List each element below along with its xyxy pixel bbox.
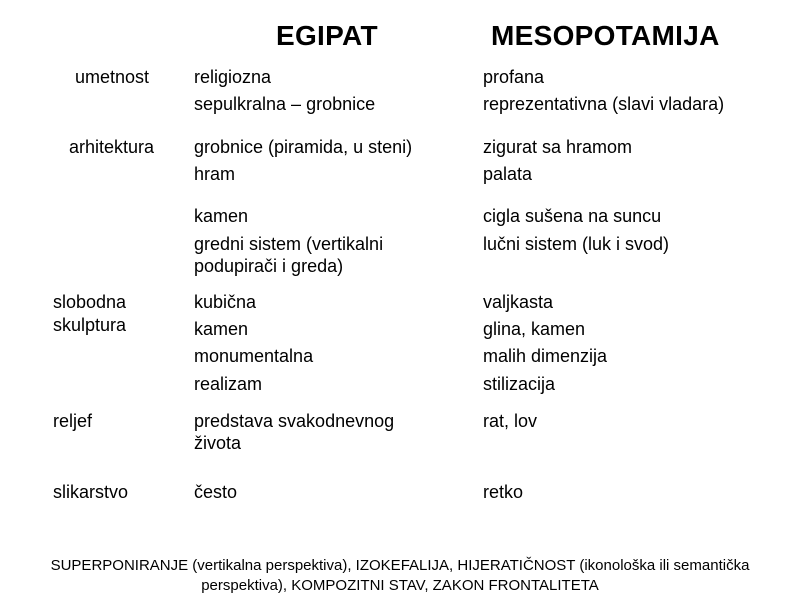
egipat-cell: gredni sistem (vertikalni [194,234,384,254]
egipat-cell: često [194,482,238,502]
egipat-cell: monumentalna [194,346,314,366]
category-slikarstvo: slikarstvo [53,482,129,502]
egipat-header: EGIPAT [276,20,378,51]
egipat-cell: podupirači i greda) [194,256,344,276]
mesopotamija-cell: valjkasta [483,292,554,312]
mesopotamija-cell: lučni sistem (luk i svod) [483,234,670,254]
egipat-cell: kubična [194,292,257,312]
egipat-cell: sepulkralna – grobnice [194,94,376,114]
category-reljef: reljef [53,411,93,431]
category-skulptura: slobodna [53,292,127,312]
mesopotamija-cell: palata [483,164,533,184]
mesopotamija-cell: rat, lov [483,411,538,431]
egipat-cell: religiozna [194,67,272,87]
egipat-cell: realizam [194,374,263,394]
category-skulptura: skulptura [53,315,127,335]
egipat-cell: hram [194,164,236,184]
mesopotamija-cell: malih dimenzija [483,346,608,366]
category-umetnost: umetnost [75,67,150,87]
mesopotamija-cell: reprezentativna (slavi vladara) [483,94,725,114]
mesopotamija-header: MESOPOTAMIJA [491,20,720,51]
mesopotamija-cell: glina, kamen [483,319,586,339]
footer-note [10,556,790,596]
egipat-cell: kamen [194,319,249,339]
mesopotamija-cell: retko [483,482,524,502]
egipat-cell: života [194,433,242,453]
egipat-cell: predstava svakodnevnog [194,411,395,431]
footer-line: SUPERPONIRANJE (vertikalna perspektiva), IZOKEFALIJA, HIJERATIČNOST (ikonološka ili semantička [50,557,750,574]
egipat-cell: kamen [194,206,249,226]
egipat-cell: grobnice (piramida, u steni) [194,137,413,157]
mesopotamija-cell: zigurat sa hramom [483,137,633,157]
footer-line: perspektiva), KOMPOZITNI STAV, ZAKON FRONTALITETA [201,577,599,594]
mesopotamija-cell: profana [483,67,545,87]
category-arhitektura: arhitektura [69,137,155,157]
mesopotamija-cell: cigla sušena na suncu [483,206,662,226]
mesopotamija-cell: stilizacija [483,374,556,394]
